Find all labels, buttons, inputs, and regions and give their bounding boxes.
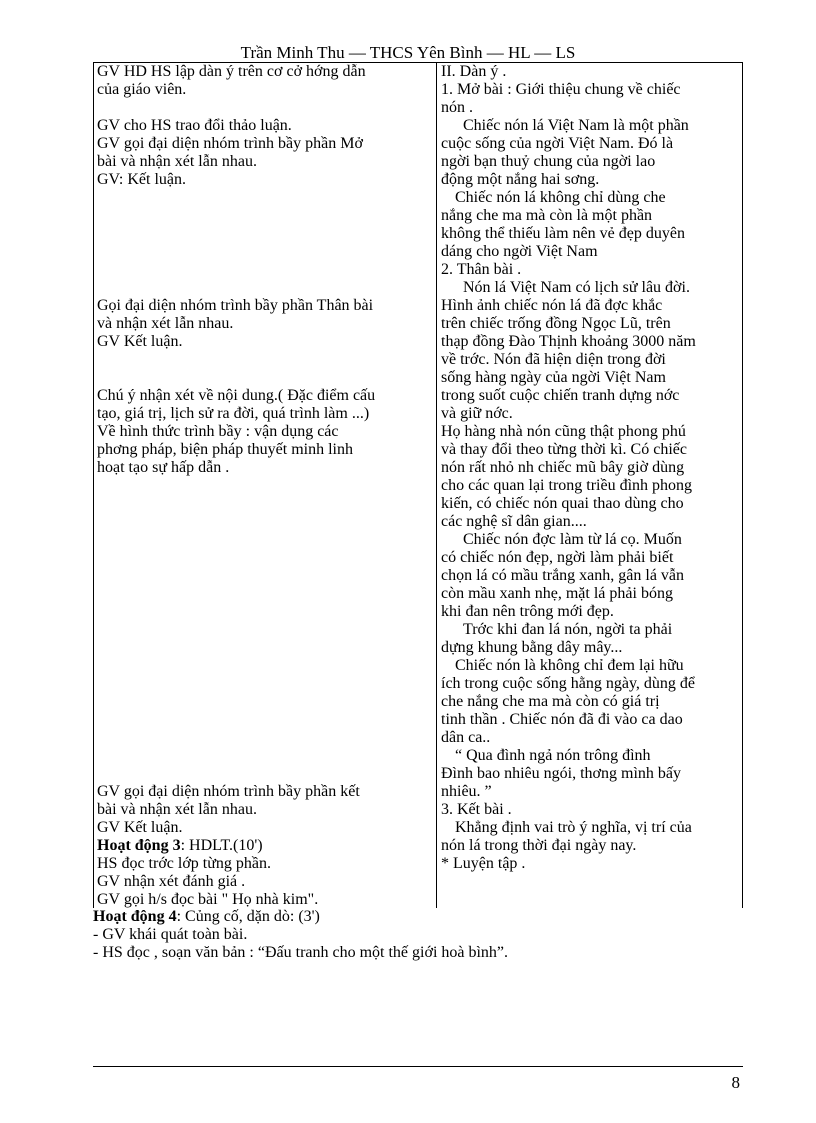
text-line: Gọi đại diện nhóm trình bầy phần Thân bài	[97, 297, 374, 314]
text-line: cho các quan lại trong triều đình phong	[441, 477, 693, 494]
text-line: Trớc khi đan lá nón, ngời ta phải	[463, 621, 673, 638]
text-line: * Luyện tập .	[441, 855, 526, 872]
left-block-5	[97, 783, 432, 909]
text-line: bài và nhận xét lẫn nhau.	[97, 153, 257, 170]
text-line: ngời bạn thuỷ chung của ngời lao	[441, 153, 656, 170]
text-line: khi đan nên trông mới đẹp.	[441, 603, 614, 620]
text-line: còn mầu xanh nhẹ, mặt lá phải bóng	[441, 585, 673, 602]
text-line: Chú ý nhận xét về nội dung.( Đặc điểm cấu	[97, 387, 376, 404]
text-line: nắng che ma mà còn là một phần	[441, 207, 653, 224]
text-line: phơng pháp, biện pháp thuyết minh linh	[97, 441, 353, 458]
activity-3-label: Hoạt động 3	[97, 837, 181, 854]
text-line: nón rất nhỏ nh chiếc mũ bây giờ dùng	[441, 459, 685, 476]
outline-block	[441, 63, 738, 873]
text-line: Hình ảnh chiếc nón lá đã đợc khắc	[441, 297, 663, 314]
text-line: chọn lá có mầu trắng xanh, gân lá vẫn	[441, 567, 685, 584]
text-line: thạp đồng Đào Thịnh khoảng 3000 năm	[441, 333, 696, 350]
activity-4-label: Hoạt động 4	[93, 908, 177, 925]
text-line: GV: Kết luận.	[97, 171, 187, 188]
text-line: kiến, có chiếc nón quai thao dùng cho	[441, 495, 684, 512]
text-line: không thể thiếu làm nên vẻ đẹp duyên	[441, 225, 685, 242]
text-line: “ Qua đình ngả nón trông đình	[455, 747, 651, 764]
text-line: Nón lá Việt Nam có lịch sử lâu đời.	[463, 279, 690, 296]
text-line: GV Kết luận.	[97, 333, 183, 350]
activity-3-text: : HDLT.(10')	[180, 837, 263, 854]
text-line: trên chiếc trống đồng Ngọc Lũ, trên	[441, 315, 671, 332]
text-line: cuộc sống của ngời Việt Nam. Đó là	[441, 135, 674, 152]
text-line: GV gọi h/s đọc bài " Họ nhà kim".	[97, 891, 319, 908]
activity-4-line	[93, 908, 743, 926]
text-line: GV cho HS trao đổi thảo luận.	[97, 117, 292, 134]
text-line: Về hình thức trình bầy : vận dụng các	[97, 423, 339, 440]
text-line: có chiếc nón đẹp, ngời làm phải biết	[441, 549, 674, 566]
text-line: và nhận xét lẫn nhau.	[97, 315, 234, 332]
text-line: ích trong cuộc sống hằng ngày, dùng để	[441, 675, 696, 692]
text-line: Chiếc nón lá không chỉ dùng che	[455, 189, 666, 206]
text-line: động một nắng hai sơng.	[441, 171, 600, 188]
text-line: tinh thần . Chiếc nón đã đi vào ca dao	[441, 711, 683, 728]
text-line: tạo, giá trị, lịch sử ra đời, quá trình làm ...)	[97, 405, 370, 422]
text-line: - GV khái quát toàn bài.	[93, 926, 248, 943]
text-line: sống hàng ngày của ngời Việt Nam	[441, 369, 666, 386]
text-line: che nắng che ma mà còn có giá trị	[441, 693, 660, 710]
text-line: dáng cho ngời Việt Nam	[441, 243, 598, 260]
left-block-1	[97, 63, 432, 99]
text-line: Chiếc nón là không chỉ đem lại hữu	[455, 657, 684, 674]
text-line: GV nhận xét đánh giá .	[97, 873, 246, 890]
text-line: Chiếc nón đợc làm từ lá cọ. Muốn	[463, 531, 682, 548]
text-line: dựng khung bằng dây mây...	[441, 639, 623, 656]
left-block-2	[97, 117, 432, 189]
content-column	[436, 63, 742, 908]
text-line: GV gọi đại diện nhóm trình bầy phần Mở	[97, 135, 363, 152]
text-line: các nghệ sĩ dân gian....	[441, 513, 587, 530]
text-line: 2. Thân bài .	[441, 261, 522, 278]
text-line: Khẳng định vai trò ý nghĩa, vị trí của	[455, 819, 692, 836]
text-line: nhiêu. ”	[441, 783, 492, 800]
left-block-3	[97, 297, 432, 351]
text-line: về trớc. Nón đã hiện diện trong đời	[441, 351, 666, 368]
page-number: 8	[731, 1073, 740, 1092]
text-line: - HS đọc , soạn văn bản : “Đấu tranh cho một thế giới hoà bình”.	[93, 944, 509, 961]
text-line: trong suốt cuộc chiến tranh dựng nớc	[441, 387, 680, 404]
text-line: và thay đổi theo từng thời kì. Có chiếc	[441, 441, 687, 458]
text-line: dân ca..	[441, 729, 491, 746]
text-line: Chiếc nón lá Việt Nam là một phần	[463, 117, 689, 134]
text-line: HS đọc trớc lớp từng phần.	[97, 855, 272, 872]
text-line: nón .	[441, 99, 473, 116]
activity-4-section	[93, 908, 743, 962]
text-line: 1. Mở bài : Giới thiệu chung về chiếc	[441, 81, 681, 98]
teacher-activity-column	[94, 63, 436, 908]
text-line: II. Dàn ý .	[441, 63, 507, 80]
left-block-4	[97, 387, 432, 477]
activity-4-text: : Củng cố, dặn dò: (3')	[176, 908, 320, 925]
text-line: nón lá trong thời đại ngày nay.	[441, 837, 637, 854]
text-line: hoạt tạo sự hấp dẫn .	[97, 459, 230, 476]
footer-divider	[93, 1066, 743, 1067]
page-header: Trần Minh Thu — THCS Yên Bình — HL — LS	[240, 43, 576, 62]
text-line: và giữ nớc.	[441, 405, 513, 422]
text-line: bài và nhận xét lẫn nhau.	[97, 801, 257, 818]
text-line: 3. Kết bài .	[441, 801, 512, 818]
text-line: của giáo viên.	[97, 81, 187, 98]
text-line: GV Kết luận.	[97, 819, 183, 836]
text-line: Đình bao nhiêu ngói, thơng mình bấy	[441, 765, 681, 782]
lesson-table	[93, 62, 743, 908]
text-line: Họ hàng nhà nón cũng thật phong phú	[441, 423, 686, 440]
activity-3-line	[97, 837, 432, 855]
text-line: GV gọi đại diện nhóm trình bầy phần kết	[97, 783, 360, 800]
text-line: GV HD HS lập dàn ý trên cơ cở hớng dẫn	[97, 63, 366, 80]
